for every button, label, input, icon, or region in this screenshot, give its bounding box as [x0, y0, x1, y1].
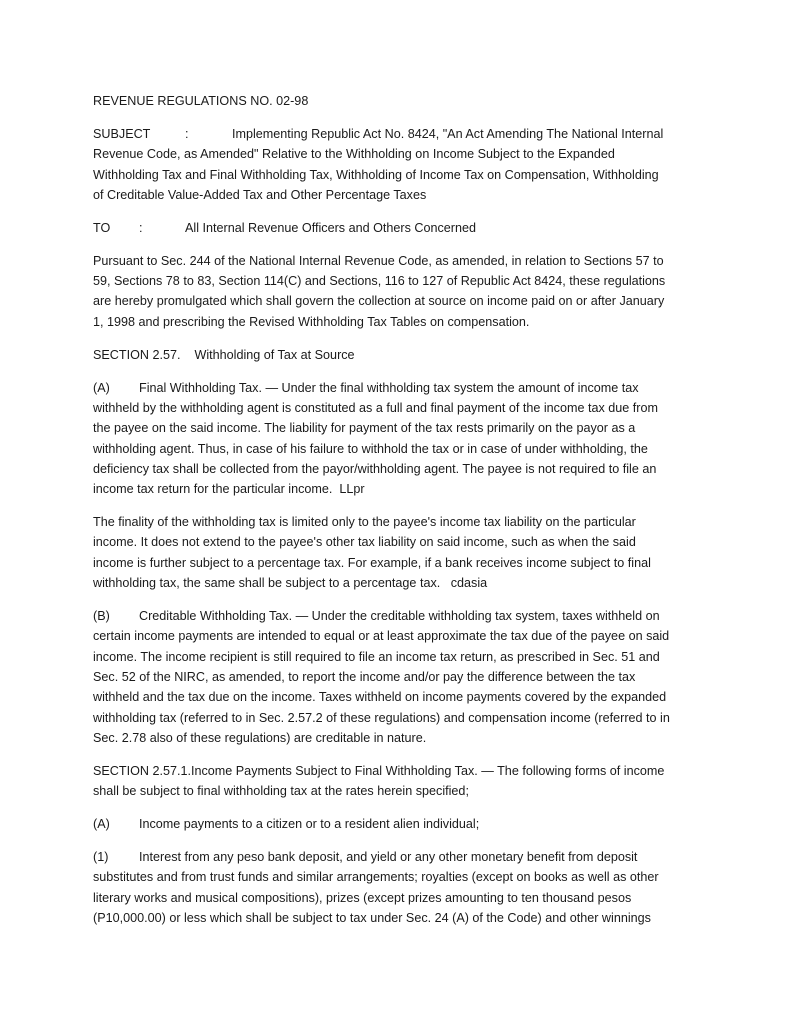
finality-line: income is further subject to a percentage tax. For example, if a bank receives income subject to final	[93, 555, 651, 570]
item-1-line: substitutes and from trust funds and similar arrangements; royalties (except on books as well as other	[93, 870, 659, 885]
para-b-line: Sec. 2.78 also of these regulations) are creditable in nature.	[93, 730, 427, 745]
final-withholding-paragraph	[93, 378, 703, 500]
para-a-line: deficiency tax shall be collected from the payor/withholding agent. The payee is not required to file an	[93, 461, 657, 476]
subject-line: Withholding Tax and Final Withholding Tax, Withholding of Income Tax on Compensation, Withholding	[93, 167, 659, 182]
subject-paragraph	[93, 124, 703, 205]
para-b-first-line	[93, 606, 703, 626]
para-a-marker: (A)	[93, 380, 110, 395]
para-b-line: certain income payments are intended to equal or at least approximate the tax due of the payee on said	[93, 629, 670, 644]
subject-first-text: Implementing Republic Act No. 8424, "An Act Amending The National Internal	[232, 126, 664, 141]
subject-line: of Creditable Value-Added Tax and Other Percentage Taxes	[93, 187, 427, 202]
item-1-line: (P10,000.00) or less which shall be subject to tax under Sec. 24 (A) of the Code) and other winnings	[93, 910, 651, 925]
document-body	[93, 91, 703, 941]
to-label: TO	[93, 220, 111, 235]
para-a-first-line	[93, 378, 703, 398]
section-2-57-1-line: SECTION 2.57.1.Income Payments Subject to Final Withholding Tax. — The following forms of income	[93, 763, 665, 778]
item-a-paragraph	[93, 814, 703, 834]
section-2-57-1-line: shall be subject to final withholding tax at the rates herein specified;	[93, 784, 469, 799]
to-paragraph	[93, 218, 703, 238]
to-colon: :	[139, 220, 143, 235]
subject-line: Revenue Code, as Amended" Relative to the Withholding on Income Subject to the Expanded	[93, 147, 615, 162]
finality-line: income. It does not extend to the payee's other tax liability on said income, such as when the said	[93, 535, 636, 550]
para-a-first-text: Final Withholding Tax. — Under the final withholding tax system the amount of income tax	[139, 380, 639, 395]
intro-line: are hereby promulgated which shall govern the collection at source on income paid on or after January	[93, 294, 665, 309]
item-1-marker: (1)	[93, 850, 109, 865]
item-1-paragraph	[93, 847, 703, 928]
creditable-withholding-paragraph	[93, 606, 703, 748]
para-b-first-text: Creditable Withholding Tax. — Under the creditable withholding tax system, taxes withheld on	[139, 609, 660, 624]
regulation-heading: REVENUE REGULATIONS NO. 02-98	[93, 94, 309, 108]
para-b-line: withheld and the tax due on the income. Taxes withheld on income payments covered by the expanded	[93, 690, 667, 705]
para-b-line: withholding tax (referred to in Sec. 2.57.2 of these regulations) and compensation income (referred to in	[93, 710, 670, 725]
intro-line: Pursuant to Sec. 244 of the National Internal Revenue Code, as amended, in relation to Sections 57 to	[93, 253, 664, 268]
para-a-line: income tax return for the particular income. LLpr	[93, 482, 365, 497]
section-2-57-1-paragraph	[93, 761, 703, 802]
item-1-line: literary works and musical compositions), prizes (except prizes amounting to ten thousand pesos	[93, 890, 632, 905]
para-a-line: the payee on the said income. The liability for payment of the tax rests primarily on the payor as a	[93, 421, 636, 436]
item-a-marker: (A)	[93, 817, 110, 832]
intro-line: 59, Sections 78 to 83, Section 114(C) and Sections, 116 to 127 of Republic Act 8424, these regulations	[93, 274, 666, 289]
finality-line: The finality of the withholding tax is limited only to the payee's income tax liability on the particular	[93, 515, 636, 530]
para-b-marker: (B)	[93, 609, 110, 624]
para-a-line: withholding agent. Thus, in case of his failure to withhold the tax or in case of under withholding, the	[93, 441, 648, 456]
subject-colon: :	[185, 126, 189, 141]
para-b-line: Sec. 52 of the NIRC, as amended, to report the income and/or pay the difference between the tax	[93, 669, 636, 684]
item-1-first-line	[93, 847, 703, 867]
item-a-text: Income payments to a citizen or to a resident alien individual;	[139, 817, 480, 832]
section-2-57-heading: SECTION 2.57. Withholding of Tax at Source	[93, 347, 355, 362]
subject-label: SUBJECT	[93, 126, 151, 141]
finality-paragraph	[93, 512, 703, 593]
intro-paragraph	[93, 251, 703, 332]
finality-line: withholding tax, the same shall be subject to a percentage tax. cdasia	[93, 576, 488, 591]
intro-line: 1, 1998 and prescribing the Revised Withholding Tax Tables on compensation.	[93, 314, 530, 329]
to-value: All Internal Revenue Officers and Others Concerned	[185, 220, 476, 235]
subject-first-line	[93, 124, 703, 144]
item-1-first-text: Interest from any peso bank deposit, and yield or any other monetary benefit from deposit	[139, 850, 638, 865]
para-a-line: withheld by the withholding agent is constituted as a full and final payment of the income tax due from	[93, 401, 658, 415]
para-b-line: income. The income recipient is still required to file an income tax return, as prescribed in Sec. 51 and	[93, 649, 660, 664]
